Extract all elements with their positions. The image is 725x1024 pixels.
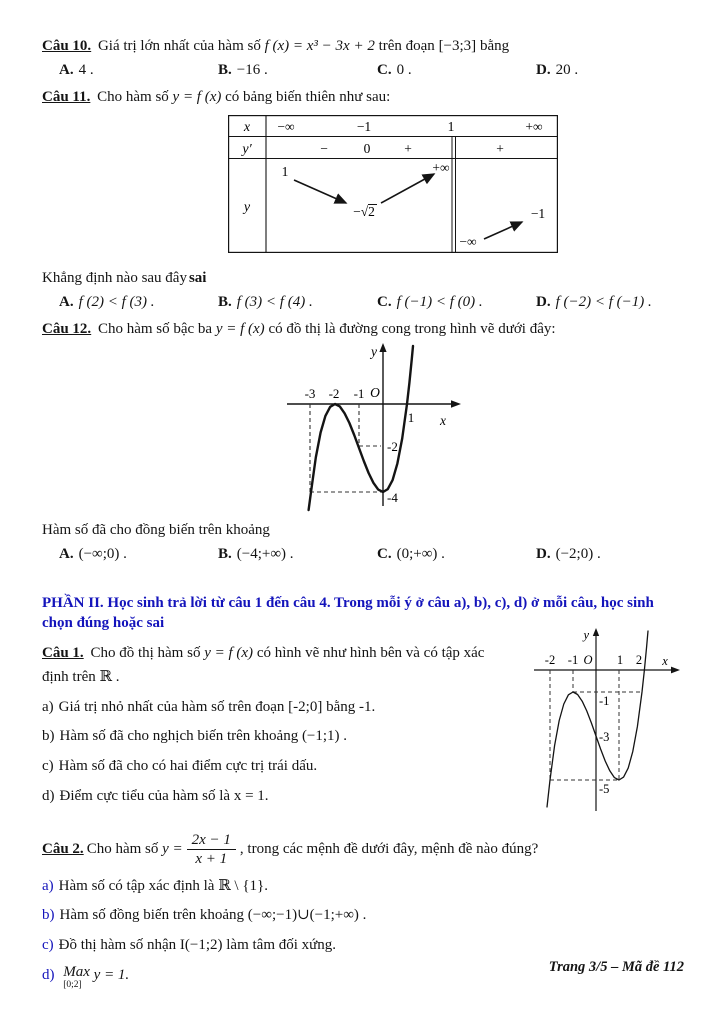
- question-12-formula: y = f (x): [215, 320, 265, 337]
- x-value: 1: [447, 119, 455, 135]
- item-key: c): [42, 758, 54, 774]
- option-value: f (2) < f (3) .: [78, 293, 155, 310]
- question-12-text: Cho hàm số bậc ba: [97, 320, 213, 337]
- fraction-denominator: x + 1: [195, 851, 228, 867]
- question-10-text3: bằng: [479, 38, 510, 54]
- item-text: Đồ thị hàm số nhận I(−1;2) làm tâm đối xứng.: [58, 937, 337, 953]
- question-11-claim: [42, 268, 684, 290]
- claim-bold: sai: [188, 270, 207, 286]
- y-axis-label: y: [371, 344, 377, 360]
- cubic-graph-q12: [280, 342, 466, 512]
- x-tick: 1: [407, 410, 415, 426]
- max-equation: y = 1.: [93, 966, 130, 983]
- c2-y-equals: y =: [162, 840, 183, 857]
- x-axis-label: x: [662, 654, 668, 668]
- item-text: Điểm cực tiểu của hàm số là x = 1.: [59, 787, 269, 804]
- x-tick: -3: [304, 386, 316, 402]
- item-text: Hàm số đã cho nghịch biến trên khoảng (−1;1) .: [59, 728, 348, 745]
- item-key: a): [42, 698, 54, 715]
- option-key: A.: [59, 545, 74, 562]
- y-axis-arrow: [379, 343, 386, 352]
- x-tick: -1: [353, 386, 365, 402]
- c1-line2: định trên ℝ .: [42, 668, 120, 685]
- origin-label: O: [370, 385, 380, 401]
- question-11: [42, 87, 684, 109]
- x-value: +∞: [525, 119, 543, 135]
- option-value: f (−1) < f (0) .: [396, 293, 483, 310]
- x-tick: -2: [544, 653, 556, 667]
- question-11-text2: có bảng biến thiên như sau:: [225, 88, 391, 105]
- q12-option-a: [59, 544, 218, 566]
- q11-option-c: [377, 292, 536, 314]
- option-value: (0;+∞) .: [396, 545, 445, 562]
- fraction-numerator: 2x − 1: [187, 832, 236, 851]
- q12-option-d: [536, 544, 601, 566]
- part2-heading: PHẦN II. Học sinh trả lời từ câu 1 đến câu 4. Trong mỗi ý ở câu a), b), c), d) ở mỗi câu, học sinh chọn đúng hoặc sai: [42, 594, 654, 631]
- option-value: 0 .: [396, 61, 412, 78]
- question-12-options: [42, 544, 684, 566]
- max-domain: [0;2]: [63, 979, 82, 990]
- item-text: Hàm số đồng biến trên khoảng (−∞;−1)∪(−1;+∞) .: [59, 907, 367, 924]
- x-axis-arrow: [451, 400, 461, 408]
- c2-label: Câu 2.: [42, 840, 84, 857]
- question-10-formula: f (x) = x³ − 3x + 2: [264, 38, 375, 54]
- cubic-curve: [544, 631, 648, 807]
- part2-question-1: [42, 628, 684, 808]
- option-key: D.: [536, 545, 551, 562]
- claim-text: Khẳng định nào sau đây: [42, 270, 187, 286]
- x-value: −∞: [277, 119, 295, 135]
- q12-option-b: [218, 544, 377, 566]
- x-tick: 2: [635, 653, 643, 667]
- q10-option-c: [377, 60, 536, 82]
- origin-label: O: [583, 653, 593, 667]
- c2-item-a: [42, 876, 684, 898]
- y-limit-right: −1: [530, 206, 546, 222]
- c2-headline: [42, 832, 684, 868]
- option-value: f (3) < f (4) .: [236, 293, 313, 310]
- table-header-yprime: y′: [242, 142, 252, 158]
- fraction: [187, 832, 236, 868]
- question-11-label: Câu 11.: [42, 88, 91, 105]
- q10-option-a: [59, 60, 218, 82]
- item-key: a): [42, 877, 54, 894]
- c2-text2: , trong các mệnh đề dưới đây, mệnh đề nào đúng?: [239, 840, 539, 857]
- option-key: C.: [377, 545, 392, 562]
- x-tick: -1: [567, 653, 579, 667]
- sign-value: 0: [363, 141, 371, 157]
- sign-value: +: [496, 141, 504, 157]
- question-12-text2: có đồ thị là đường cong trong hình vẽ dưới đây:: [268, 320, 556, 337]
- y-tick: -4: [387, 490, 398, 506]
- option-value: (−4;+∞) .: [236, 545, 294, 562]
- q11-option-a: [59, 292, 218, 314]
- item-key: d): [42, 787, 55, 804]
- question-10-text: Giá trị lớn nhất của hàm số: [97, 38, 261, 54]
- question-12-label: Câu 12.: [42, 320, 92, 337]
- c2-item-c: [42, 935, 684, 957]
- item-key: c): [42, 937, 54, 953]
- max-operator: Max: [63, 963, 90, 980]
- item-key: d): [42, 966, 55, 983]
- option-key: A.: [59, 293, 74, 310]
- option-key: B.: [218, 545, 232, 562]
- question-11-options: [42, 292, 684, 314]
- option-key: B.: [218, 293, 232, 310]
- question-11-formula: y = f (x): [172, 88, 222, 105]
- option-value: (−2;0) .: [555, 545, 601, 562]
- stem-text: Hàm số đã cho đồng biến trên khoảng: [42, 522, 270, 538]
- option-key: A.: [59, 61, 74, 78]
- question-12-graph-wrap: [280, 342, 684, 520]
- variation-table: [228, 115, 558, 253]
- option-key: D.: [536, 293, 551, 310]
- y-limit-left: 1: [281, 164, 289, 180]
- option-key: C.: [377, 293, 392, 310]
- option-value: −16 .: [236, 61, 268, 78]
- item-key: b): [42, 907, 55, 924]
- option-value: 4 .: [78, 61, 94, 78]
- item-text: Giá trị nhỏ nhất của hàm số trên đoạn [-2;0] bằng -1.: [58, 698, 376, 715]
- cubic-curve: [309, 346, 413, 510]
- option-value: 20 .: [555, 61, 579, 78]
- y-minimum: −√2: [353, 204, 375, 220]
- q10-option-b: [218, 60, 377, 82]
- option-key: C.: [377, 61, 392, 78]
- option-value: (−∞;0) .: [78, 545, 127, 562]
- y-tick: -1: [599, 694, 610, 708]
- variation-table-wrap: [228, 115, 684, 261]
- question-10-interval: [−3;3]: [438, 38, 477, 54]
- page-footer: Trang 3/5 – Mã đề 112: [548, 959, 684, 975]
- question-10: [42, 36, 684, 58]
- y-tick: -2: [387, 439, 398, 455]
- question-10-label: Câu 10.: [42, 38, 92, 54]
- c1-label: Câu 1.: [42, 645, 84, 661]
- x-axis-arrow: [671, 667, 680, 674]
- c2-item-b: [42, 905, 684, 927]
- sign-value: −: [320, 141, 328, 157]
- x-value: −1: [356, 119, 372, 135]
- question-12-stem: [42, 520, 684, 542]
- table-header-x: x: [243, 120, 251, 136]
- x-tick: -2: [328, 386, 340, 402]
- c2-text1: Cho hàm số: [86, 840, 159, 857]
- c1-text1: Cho đồ thị hàm số: [90, 645, 201, 661]
- q11-option-b: [218, 292, 377, 314]
- q11-option-d: [536, 292, 652, 314]
- q12-option-c: [377, 544, 536, 566]
- cubic-graph-c1: [532, 627, 684, 817]
- question-10-text2: trên đoạn: [378, 38, 435, 54]
- question-12: [42, 319, 684, 341]
- y-axis-label: y: [583, 628, 589, 642]
- x-tick: 1: [616, 653, 624, 667]
- y-peak: +∞: [432, 160, 450, 176]
- y-tick: -5: [599, 782, 610, 796]
- item-text: Hàm số có tập xác định là ℝ \ {1}.: [58, 877, 268, 894]
- item-key: b): [42, 728, 55, 745]
- max-with-domain: [63, 965, 90, 991]
- option-key: B.: [218, 61, 232, 78]
- y-tick: -3: [599, 730, 610, 744]
- option-key: D.: [536, 61, 551, 78]
- table-header-y: y: [243, 200, 251, 216]
- sign-value: +: [404, 141, 412, 157]
- question-10-options: [42, 60, 684, 82]
- q10-option-d: [536, 60, 578, 82]
- item-text: Hàm số đã cho có hai điểm cực trị trái dấu.: [58, 758, 318, 774]
- c1-formula: y = f (x): [204, 645, 254, 661]
- question-11-text: Cho hàm số: [97, 88, 169, 105]
- y-bottom: −∞: [459, 234, 477, 250]
- c1-text2: có hình vẽ như hình bên và có tập xác: [256, 645, 485, 661]
- y-axis-arrow: [593, 628, 599, 636]
- x-axis-label: x: [440, 413, 446, 429]
- option-value: f (−2) < f (−1) .: [555, 293, 652, 310]
